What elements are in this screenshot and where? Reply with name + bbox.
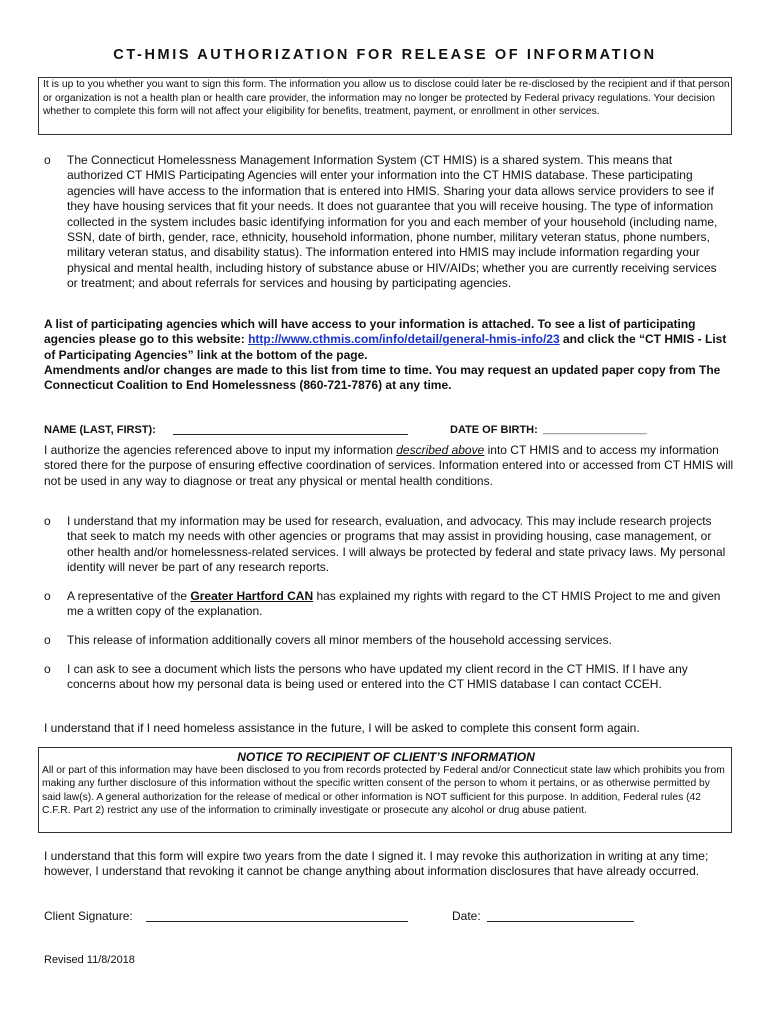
bullet3-text-1: A representative of the xyxy=(67,589,191,603)
authorize-described: described above xyxy=(396,443,485,457)
expiration-statement: I understand that this form will expire two years from the date I signed it. I may revoke this authorization in writing at any time; however, I understand that revoking it cannot be change anything about information disclosures that have already occurred. xyxy=(44,849,709,879)
agencies-link[interactable]: http://www.cthmis.com/info/detail/general-hmis-info/23 xyxy=(248,332,560,347)
notice-to-recipient-box xyxy=(38,747,732,833)
bullet-marker: o xyxy=(44,589,51,603)
authorize-text-2: into CT HMIS and to access my information stored there for the purpose of ensuring effective coordination of services. Information entered into or accessed from CT HMIS will not be used in any way to diagnose or treat any physical or mental health conditions. xyxy=(44,443,734,488)
date-label: Date: xyxy=(452,909,481,923)
authorize-text-1: I authorize the agencies referenced above to input my information xyxy=(44,443,397,457)
date-field[interactable] xyxy=(487,921,634,922)
signature-label: Client Signature: xyxy=(44,909,133,923)
notice-body: All or part of this information may have been disclosed to you from records protected by Federal and/or Connecticut state law which prohibits you from making any further disclosure of this information without the specific written consent of the person to whom it pertains, or as otherwise permitted by said law(s). A general authorization for the release of medical or other information is NOT sufficient for this purpose. In addition, Federal rules (42 C.F.R. Part 2) restrict any use of the information to criminally investigate or prosecute any alcohol or drug abuse patient. xyxy=(42,765,725,817)
intro-notice-text: It is up to you whether you want to sign this form. The information you allow us to disclose could later be re-disclosed by the recipient and if that person or organization is not a health plan or health care provider, the information may no longer be protected by Federal privacy regulations. Your decision whether to complete this form will not affect your eligibility for benefits, treatment, payment, or enrollment in other services. xyxy=(43,79,730,117)
minor-members-statement: This release of information additionally covers all minor members of the household accessing services. xyxy=(67,633,612,647)
form-title: CT-HMIS AUTHORIZATION FOR RELEASE OF INFORMATION xyxy=(113,47,657,63)
notice-title: NOTICE TO RECIPIENT OF CLIENT’S INFORMATION xyxy=(237,750,535,764)
research-statement: I understand that my information may be used for research, evaluation, and advocacy. This may include research projects that seek to match my needs with other agencies or programs that may assist in providing housing, case management, or other health and/or homelessness-related services. I will always be protected by federal and state privacy laws. My personal identity will never be part of any research reports. xyxy=(67,514,726,575)
bullet-marker: o xyxy=(44,662,51,676)
authorization-statement xyxy=(44,443,734,489)
agency-name: Greater Hartford CAN xyxy=(190,589,314,603)
record-access-statement: I can ask to see a document which lists the persons who have updated my client record in the CT HMIS. If I have any concerns about how my personal data is being used or entered into the CT HMIS database I can contact CCEH. xyxy=(67,662,688,692)
hmis-description: The Connecticut Homelessness Management Information System (CT HMIS) is a shared system. This means that authorized CT HMIS Participating Agencies will enter your information into the CT HMIS database. These participating agencies will have access to the information that is entered into HMIS. Sharing your data allows service providers to see if they have housing services that fit your needs. It does not guarantee that you will receive housing. The type of information collected in the system includes basic identifying information for you and each member of your household (including name, SSN, date of birth, gender, race, ethnicity, household information, phone number, military veteran status, phone numbers, military veteran status, and disability status). The information entered into HMIS may include information regarding your physical and mental health, including history of substance abuse or HIV/AIDs; whether you are currently receiving services or treatment; and about referrals for services and housing by participating agencies. xyxy=(67,153,718,291)
name-field[interactable] xyxy=(173,434,408,435)
dob-field[interactable]: _________________ xyxy=(543,423,648,435)
bullet-marker: o xyxy=(44,633,51,647)
name-label: NAME (LAST, FIRST): xyxy=(44,424,156,436)
intro-notice-box xyxy=(38,77,732,135)
agencies-text-2: and click the “CT HMIS - List of Participating Agencies” link at the bottom of the page. xyxy=(44,332,727,362)
representative-statement xyxy=(67,589,727,620)
agencies-text-3: Amendments and/or changes are made to this list from time to time. You may request an updated paper copy from The Connecticut Coalition to End Homelessness (860-721-7876) at any time. xyxy=(44,362,721,393)
future-consent-statement: I understand that if I need homeless assistance in the future, I will be asked to complete this consent form again. xyxy=(44,721,640,735)
revision-date: Revised 11/8/2018 xyxy=(44,954,135,966)
bullet-marker: o xyxy=(44,153,51,167)
participating-agencies-notice xyxy=(44,317,734,393)
bullet-marker: o xyxy=(44,514,51,528)
agencies-text-1: A list of participating agencies which will have access to your information is attached. To see a list of participating agencies please go to this website: xyxy=(44,317,696,347)
bullet3-text-2: has explained my rights with regard to the CT HMIS Project to me and given me a written copy of the explanation. xyxy=(67,589,721,619)
dob-label: DATE OF BIRTH: xyxy=(450,424,538,436)
signature-field[interactable] xyxy=(146,921,408,922)
